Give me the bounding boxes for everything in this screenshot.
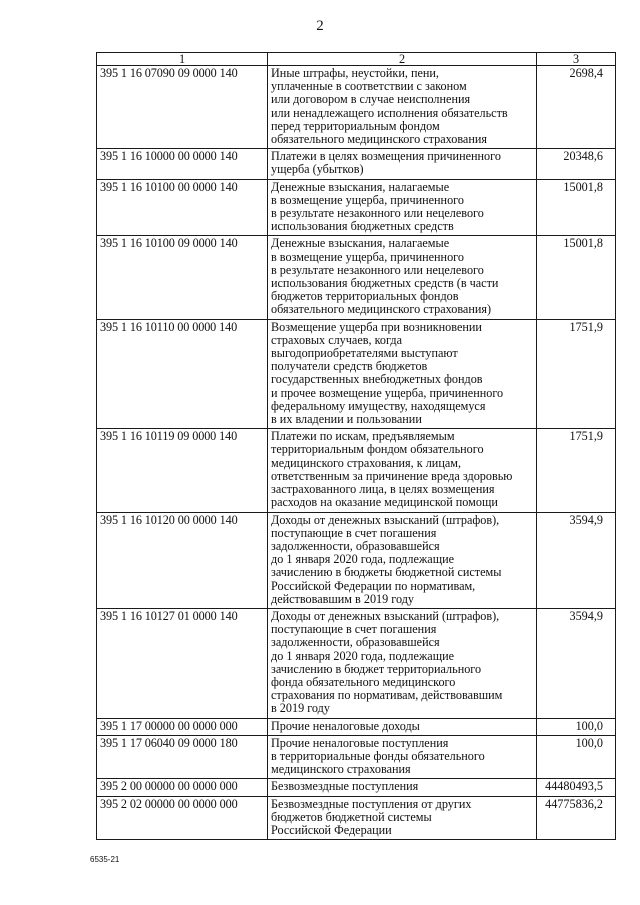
amount-cell: 44775836,2 [537, 796, 616, 840]
amount-cell: 15001,8 [537, 179, 616, 236]
revenue-name-cell [268, 66, 537, 149]
revenue-name-line: Прочие неналоговые доходы [271, 718, 420, 733]
table-row [97, 429, 616, 512]
revenue-name-line: зачислению в бюджеты бюджетной системы [271, 565, 502, 580]
revenue-name-cell [268, 319, 537, 429]
table-row [97, 512, 616, 608]
budget-code-cell: 395 1 17 00000 00 0000 000 [97, 718, 268, 735]
revenue-name-cell [268, 149, 537, 179]
amount-cell: 100,0 [537, 735, 616, 779]
revenue-name-line: или договором в случае неисполнения [271, 92, 471, 107]
revenue-name-line: задолженности, образовавшейся [271, 538, 440, 553]
revenue-name-line: до 1 января 2020 года, подлежащие [271, 552, 455, 567]
revenue-name-line: выгодоприобретателями выступают [271, 346, 458, 361]
revenue-name-line: территориальным фондом обязательного [271, 442, 484, 457]
budget-code-cell: 395 1 17 06040 09 0000 180 [97, 735, 268, 779]
revenue-name-line: использования бюджетных средств (в части [271, 276, 499, 291]
amount-cell: 1751,9 [537, 319, 616, 429]
revenue-name-line: или ненадлежащего исполнения обязательств [271, 105, 508, 120]
amount-cell: 3594,9 [537, 512, 616, 608]
table-body [97, 53, 616, 840]
revenue-name-cell [268, 236, 537, 319]
revenue-name-line: Российской Федерации по нормативам, [271, 578, 476, 593]
budget-code-cell: 395 1 16 10127 01 0000 140 [97, 608, 268, 718]
header-col-1: 1 [97, 53, 268, 66]
revenue-name-line: в возмещение ущерба, причиненного [271, 249, 464, 264]
revenue-name-line: задолженности, образовавшейся [271, 635, 440, 650]
revenue-name-line: государственных внебюджетных фондов [271, 372, 483, 387]
revenue-name-line: в территориальные фонды обязательного [271, 748, 485, 763]
revenue-name-line: Прочие неналоговые поступления [271, 735, 449, 750]
amount-cell: 15001,8 [537, 236, 616, 319]
revenue-name-line: перед территориальным фондом [271, 118, 440, 133]
budget-code-cell: 395 1 16 10000 00 0000 140 [97, 149, 268, 179]
revenue-name-line: получатели средств бюджетов [271, 359, 428, 374]
amount-cell: 20348,6 [537, 149, 616, 179]
revenue-name-line: в возмещение ущерба, причиненного [271, 192, 464, 207]
revenue-name-line: медицинского страхования, к лицам, [271, 455, 462, 470]
revenue-name-line: бюджетов территориальных фондов [271, 289, 459, 304]
amount-cell: 44480493,5 [537, 779, 616, 796]
revenue-name-line: Денежные взыскания, налагаемые [271, 179, 450, 194]
revenue-name-line: действовавшим в 2019 году [271, 591, 415, 606]
revenue-name-line: Российской Федерации [271, 822, 392, 837]
revenue-name-line: Доходы от денежных взысканий (штрафов), [271, 608, 500, 623]
revenue-name-cell [268, 608, 537, 718]
revenue-name-line: Иные штрафы, неустойки, пени, [271, 66, 439, 80]
table-row [97, 236, 616, 319]
revenue-name-line: федеральному имуществу, находящемуся [271, 398, 486, 413]
amount-cell: 2698,4 [537, 66, 616, 149]
revenue-name-line: Безвозмездные поступления [271, 779, 419, 794]
table-row [97, 796, 616, 840]
budget-code-cell: 395 2 02 00000 00 0000 000 [97, 796, 268, 840]
header-col-2: 2 [268, 53, 537, 66]
revenue-name-line: Платежи по искам, предъявляемым [271, 429, 455, 444]
revenue-name-cell [268, 779, 537, 796]
revenue-name-line: в результате незаконного или нецелевого [271, 206, 484, 221]
revenue-name-line: поступающие в счет погашения [271, 525, 437, 540]
revenue-name-line: ущерба (убытков) [271, 162, 364, 177]
table-row [97, 608, 616, 718]
revenue-name-line: Доходы от денежных взысканий (штрафов), [271, 512, 500, 527]
revenue-name-cell [268, 179, 537, 236]
budget-code-cell: 395 1 16 10100 00 0000 140 [97, 179, 268, 236]
revenue-name-line: в 2019 году [271, 701, 330, 716]
revenue-name-line: Возмещение ущерба при возникновении [271, 319, 482, 334]
revenue-name-cell [268, 796, 537, 840]
revenue-name-line: использования бюджетных средств [271, 219, 454, 234]
revenue-name-line: зачислению в бюджет территориального [271, 661, 482, 676]
revenue-name-line: страхования по нормативам, действовавшим [271, 688, 503, 703]
table-row [97, 149, 616, 179]
page-number: 2 [316, 18, 324, 34]
revenue-name-line: Платежи в целях возмещения причиненного [271, 149, 501, 164]
table-row [97, 718, 616, 735]
table-row [97, 779, 616, 796]
revenue-name-line: бюджетов бюджетной системы [271, 809, 432, 824]
table-row [97, 66, 616, 149]
revenue-name-line: и прочее возмещение ущерба, причиненного [271, 385, 504, 400]
revenue-name-line: в их владении и пользовании [271, 412, 422, 427]
budget-code-cell: 395 1 16 10100 09 0000 140 [97, 236, 268, 319]
budget-code-cell: 395 1 16 10120 00 0000 140 [97, 512, 268, 608]
amount-cell: 100,0 [537, 718, 616, 735]
revenue-name-cell [268, 429, 537, 512]
budget-code-cell: 395 1 16 10110 00 0000 140 [97, 319, 268, 429]
revenue-table [96, 52, 616, 840]
revenue-name-line: расходов на оказание медицинской помощи [271, 495, 498, 510]
revenue-name-cell [268, 718, 537, 735]
table-row [97, 179, 616, 236]
revenue-name-line: в результате незаконного или нецелевого [271, 262, 484, 277]
revenue-name-line: обязательного медицинского страхования) [271, 302, 492, 317]
header-col-3: 3 [537, 53, 616, 66]
revenue-name-cell [268, 735, 537, 779]
document-footer-code: 6535-21 [90, 855, 120, 864]
revenue-name-line: поступающие в счет погашения [271, 622, 437, 637]
revenue-name-line: ответственным за причинение вреда здоровью [271, 468, 513, 483]
revenue-name-line: до 1 января 2020 года, подлежащие [271, 648, 455, 663]
revenue-name-line: медицинского страхования [271, 762, 411, 777]
table-header-row [97, 53, 616, 66]
budget-code-cell: 395 2 00 00000 00 0000 000 [97, 779, 268, 796]
amount-cell: 3594,9 [537, 608, 616, 718]
revenue-name-cell [268, 512, 537, 608]
revenue-name-line: уплаченные в соответствии с законом [271, 79, 467, 94]
revenue-name-line: обязательного медицинского страхования [271, 132, 487, 147]
amount-cell: 1751,9 [537, 429, 616, 512]
revenue-name-line: фонда обязательного медицинского [271, 674, 456, 689]
budget-code-cell: 395 1 16 07090 09 0000 140 [97, 66, 268, 149]
revenue-name-line: страховых случаев, когда [271, 332, 402, 347]
table-row [97, 735, 616, 779]
revenue-name-line: застрахованного лица, в целях возмещения [271, 482, 495, 497]
revenue-name-line: Безвозмездные поступления от других [271, 796, 472, 811]
table-row [97, 319, 616, 429]
revenue-name-line: Денежные взыскания, налагаемые [271, 236, 450, 251]
budget-code-cell: 395 1 16 10119 09 0000 140 [97, 429, 268, 512]
